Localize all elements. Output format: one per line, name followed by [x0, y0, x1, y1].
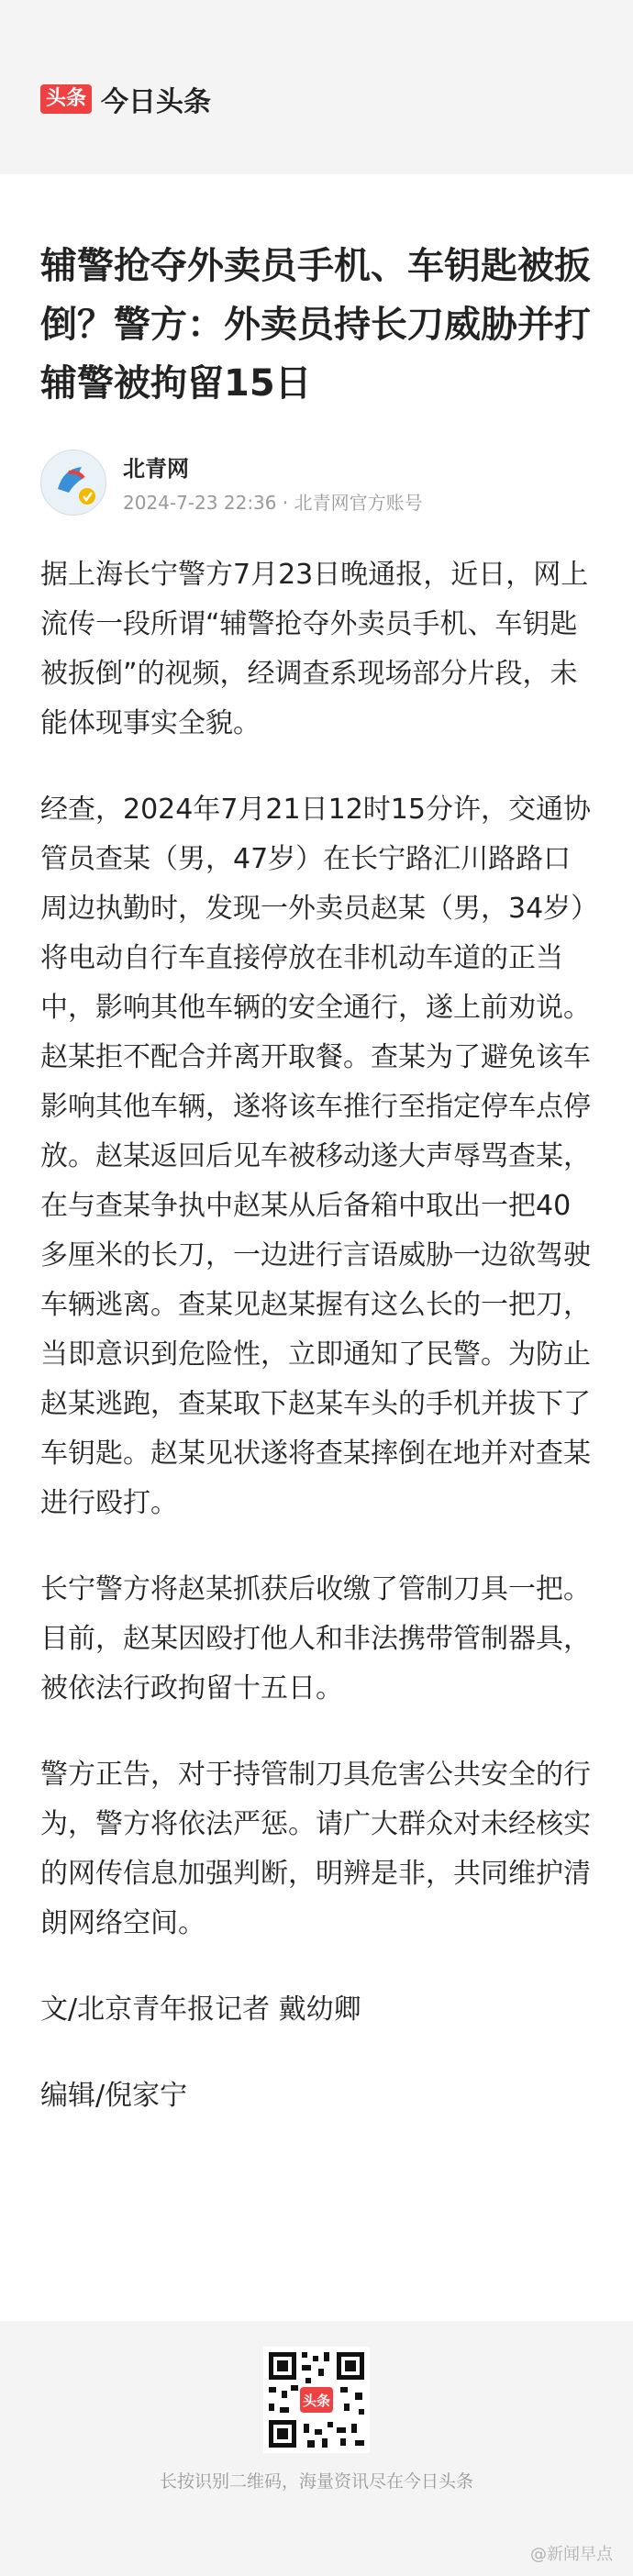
- paragraph: 长宁警方将赵某抓获后收缴了管制刀具一把。目前，赵某因殴打他人和非法携带管制器具，被依法行政拘留十五日。: [40, 1573, 591, 1704]
- watermark: @新闻早点: [530, 2545, 613, 2564]
- reporter-credit: 文/北京青年报记者 戴幼卿: [40, 1993, 361, 2026]
- paragraph: 经查，2024年7月21日12时15分许，交通协管员查某（男，47岁）在长宁路汇川路路口周边执勤时，发现一外卖员赵某（男，34岁）将电动自行车直接停放在非机动车道的正当中，影响其他车辆的安全通行，遂上前劝说。赵某拒不配合并离开取餐。查某为了避免该车影响其他车辆，遂将该车推行至指定停车点停放。赵某返回后见车被移动遂大声辱骂查某，在与查某争执中赵某从后备箱中取出一把40多厘米的长刀，一边进行言语威胁一边欲驾驶车辆逃离。查某见赵某握有这么长的一把刀，当即意识到危险性，立即通知了民警。为防止赵某逃跑，查某取下赵某车头的手机并拔下了车钥匙。赵某见状遂将查某摔倒在地并对查某进行殴打。: [40, 794, 591, 1519]
- logo-text: 今日头条: [101, 86, 212, 118]
- qr-code[interactable]: [263, 2347, 370, 2453]
- article-body: [40, 550, 594, 2158]
- avatar[interactable]: [40, 450, 106, 516]
- bird-logo-icon: [41, 450, 106, 515]
- editor-credit: 编辑/倪家宁: [40, 2080, 188, 2112]
- article-title: 辅警抢夺外卖员手机、车钥匙被扳倒？警方：外卖员持长刀威胁并打辅警被拘留15日: [40, 245, 591, 405]
- author-name[interactable]: 北青网: [123, 456, 189, 482]
- app-logo[interactable]: [40, 79, 211, 119]
- logo-badge: 头条: [40, 84, 92, 114]
- qr-badge-text: 头条: [302, 2393, 331, 2409]
- publish-meta: 2024-7-23 22:36 · 北青网官方账号: [123, 492, 423, 514]
- paragraph: 警方正告，对于持管制刀具危害公共安全的行为，警方将依法严惩。请广大群众对未经核实的网传信息加强判断，明辨是非，共同维护清朗网络空间。: [40, 1759, 591, 1939]
- paragraph: 据上海长宁警方7月23日晚通报，近日，网上流传一段所谓“辅警抢夺外卖员手机、车钥匙被扳倒”的视频，经调查系现场部分片段，未能体现事实全貌。: [40, 559, 589, 739]
- qr-code-icon: [263, 2347, 370, 2453]
- top-bar: [0, 0, 633, 174]
- footer-text: 长按识别二维码，海量资讯尽在今日头条: [159, 2471, 473, 2492]
- author-block[interactable]: [40, 450, 423, 516]
